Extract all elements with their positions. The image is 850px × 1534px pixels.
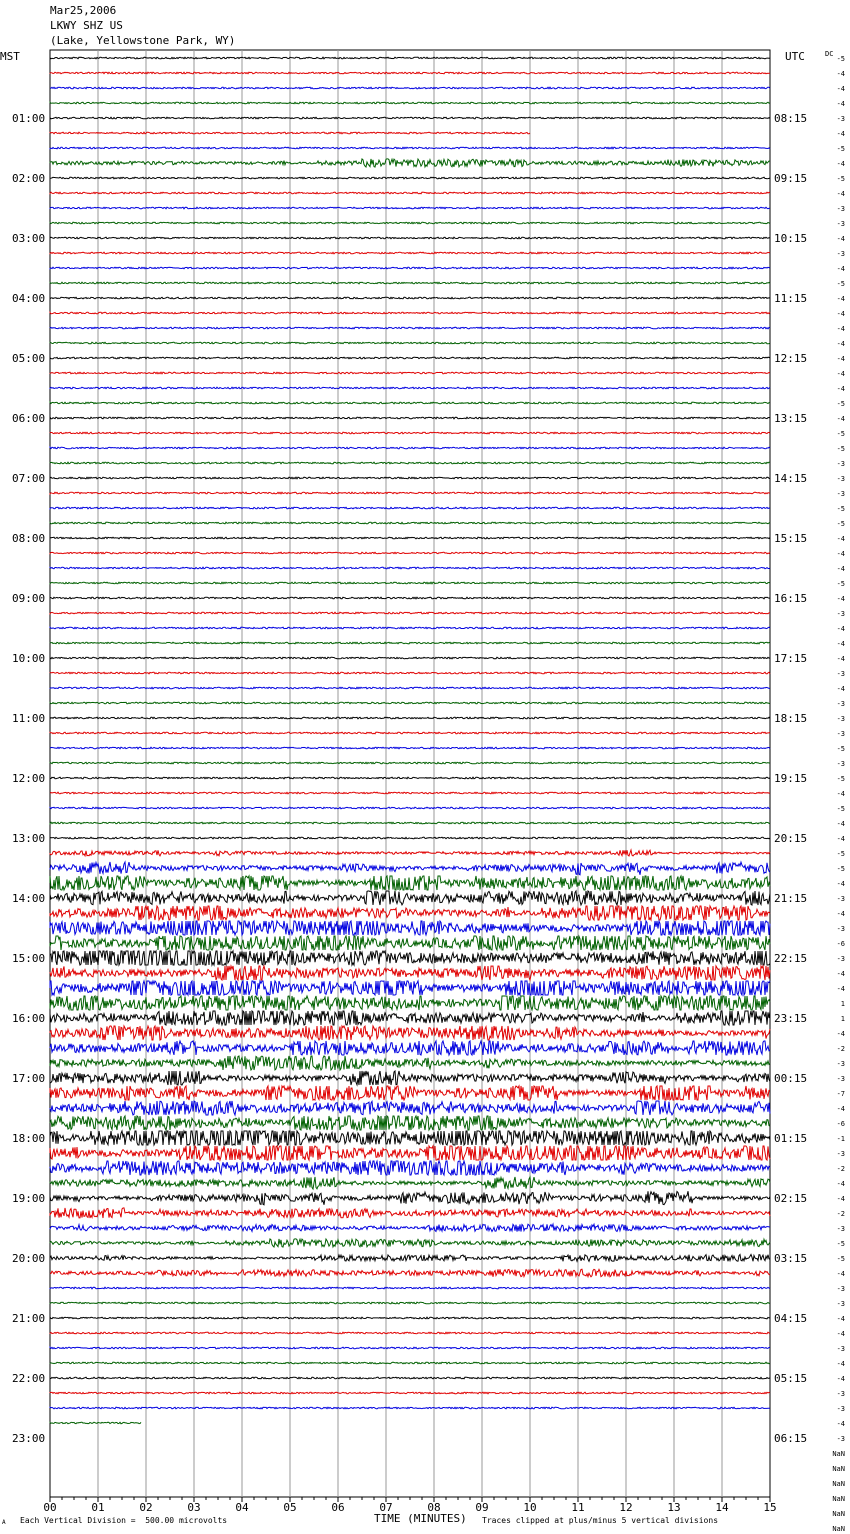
x-tick-label: 08 <box>427 1501 441 1514</box>
trace-line <box>50 951 770 965</box>
header-station: LKWY SHZ US <box>50 19 123 32</box>
trace-line <box>50 1362 770 1364</box>
dc-offset-label: -3 <box>836 610 845 618</box>
trace-line <box>50 87 770 89</box>
header-date: Mar25,2006 <box>50 4 117 17</box>
dc-offset-label: -4 <box>836 190 845 198</box>
dc-offset-label: -5 <box>836 505 845 513</box>
dc-offset-label: -3 <box>836 1390 845 1398</box>
hour-label-utc: 11:15 <box>774 292 808 305</box>
x-tick-label: 00 <box>43 1501 57 1514</box>
dc-offset-label: -5 <box>836 175 845 183</box>
trace-line <box>50 597 770 599</box>
x-tick-label: 14 <box>715 1501 729 1514</box>
dc-offset-label: -5 <box>836 1240 845 1248</box>
trace-line <box>50 1191 770 1205</box>
dc-offset-label: -3 <box>836 895 845 903</box>
dc-label: DC <box>825 50 834 58</box>
traces <box>50 57 770 1534</box>
hour-label-utc: 10:15 <box>774 232 808 245</box>
dc-offset-label: -4 <box>836 565 845 573</box>
hour-label-utc: 14:15 <box>774 472 808 485</box>
dc-offset-label: -4 <box>836 70 845 78</box>
hour-label-mst: 23:00 <box>12 1432 46 1445</box>
dc-offset-label: -2 <box>836 1045 845 1053</box>
trace-line <box>50 936 770 950</box>
trace-line <box>50 522 770 524</box>
trace-line <box>50 717 770 719</box>
dc-offset-label: -4 <box>836 370 845 378</box>
hour-label-mst: 04:00 <box>12 292 46 305</box>
dc-offset-label: -5 <box>836 775 845 783</box>
trace-line <box>50 1224 770 1231</box>
scale-note: Each Vertical Division = 500.00 microvolts <box>20 1516 228 1525</box>
trace-line <box>50 357 770 359</box>
trace-line <box>50 762 770 764</box>
dc-offset-label: -3 <box>836 760 845 768</box>
trace-line <box>50 222 770 224</box>
trace-line <box>50 1208 770 1218</box>
trace-line <box>50 252 770 254</box>
left-timezone-label: MST <box>0 50 20 63</box>
dc-offset-label: -3 <box>836 700 845 708</box>
trace-line <box>50 1377 770 1379</box>
dc-offset-label: -5 <box>836 745 845 753</box>
dc-offset-label: -5 <box>836 805 845 813</box>
x-tick-label: 12 <box>619 1501 633 1514</box>
hour-label-mst: 21:00 <box>12 1312 46 1325</box>
dc-offset-label: -2 <box>836 1210 845 1218</box>
hour-label-utc: 08:15 <box>774 112 808 125</box>
hour-label-mst: 17:00 <box>12 1072 46 1085</box>
trace-line <box>50 1407 770 1409</box>
dc-offset-label: 1 <box>840 1015 845 1023</box>
x-tick-label: 11 <box>571 1501 585 1514</box>
trace-line <box>50 207 770 209</box>
dc-offset-label: -4 <box>836 1180 845 1188</box>
dc-offset-label: -3 <box>836 1060 845 1068</box>
trace-line <box>50 1392 770 1394</box>
trace-line <box>50 492 770 494</box>
trace-line <box>50 1177 770 1189</box>
trace-line <box>50 1056 770 1070</box>
hour-label-utc: 02:15 <box>774 1192 808 1205</box>
trace-line <box>50 567 770 569</box>
dc-offset-label: -4 <box>836 910 845 918</box>
trace-line <box>50 876 770 890</box>
trace-line <box>50 432 770 434</box>
trace-line <box>50 297 770 299</box>
trace-line <box>50 850 770 856</box>
dc-offset-label: -4 <box>836 820 845 828</box>
hour-label-utc: 00:15 <box>774 1072 808 1085</box>
dc-offset-label: -4 <box>836 415 845 423</box>
trace-line <box>50 627 770 629</box>
dc-offset-label: -3 <box>836 1075 845 1083</box>
dc-offset-label: -4 <box>836 550 845 558</box>
dc-offset-label: -4 <box>836 1030 845 1038</box>
hour-label-utc: 06:15 <box>774 1432 808 1445</box>
x-axis-title: TIME (MINUTES) <box>374 1512 467 1525</box>
trace-line <box>50 192 770 194</box>
trace-line <box>50 552 770 554</box>
dc-offset-label: -3 <box>836 475 845 483</box>
trace-line <box>50 1317 770 1319</box>
trace-line <box>50 342 770 344</box>
dc-offset-label: -4 <box>836 385 845 393</box>
dc-offset-label: -4 <box>836 340 845 348</box>
dc-offset-label: -5 <box>836 400 845 408</box>
x-tick-label: 01 <box>91 1501 105 1514</box>
hour-label-utc: 18:15 <box>774 712 808 725</box>
x-tick-label: 03 <box>187 1501 201 1514</box>
trace-line <box>50 612 770 614</box>
trace-line <box>50 1287 770 1289</box>
hour-label-mst: 01:00 <box>12 112 46 125</box>
dc-offset-label: -3 <box>836 205 845 213</box>
trace-line <box>50 1332 770 1334</box>
trace-line <box>50 792 770 794</box>
trace-line <box>50 1302 770 1304</box>
hour-label-utc: 21:15 <box>774 892 808 905</box>
dc-offset-label: -4 <box>836 265 845 273</box>
dc-offset-label: -6 <box>836 940 845 948</box>
hour-label-mst: 14:00 <box>12 892 46 905</box>
trace-line <box>50 702 770 704</box>
x-tick-label: 05 <box>283 1501 297 1514</box>
trace-line <box>50 996 770 1010</box>
x-tick-label: 07 <box>379 1501 393 1514</box>
dc-offset-label: -3 <box>836 1285 845 1293</box>
dc-offset-label: -4 <box>836 985 845 993</box>
trace-line <box>50 1131 770 1145</box>
dc-offset-label: -4 <box>836 1105 845 1113</box>
dc-offset-label: -4 <box>836 790 845 798</box>
dc-offset-label: -1 <box>836 1135 845 1143</box>
hour-label-utc: 05:15 <box>774 1372 808 1385</box>
trace-line <box>50 1146 770 1160</box>
trace-line <box>50 732 770 734</box>
hour-label-utc: 23:15 <box>774 1012 808 1025</box>
dc-offset-label: -3 <box>836 220 845 228</box>
trace-line <box>50 147 770 149</box>
trace-line <box>50 447 770 449</box>
dc-offset-label: NaN <box>832 1480 845 1488</box>
trace-line <box>50 1347 770 1349</box>
dc-offset-label: -4 <box>836 235 845 243</box>
hour-label-mst: 16:00 <box>12 1012 46 1025</box>
trace-line <box>50 372 770 374</box>
trace-line <box>50 642 770 644</box>
corner-mark: A <box>2 1519 6 1526</box>
trace-line <box>50 1011 770 1025</box>
dc-offset-label: -3 <box>836 250 845 258</box>
hour-label-mst: 19:00 <box>12 1192 46 1205</box>
header-location: (Lake, Yellowstone Park, WY) <box>50 34 236 47</box>
trace-line <box>50 687 770 689</box>
x-tick-label: 15 <box>763 1501 777 1514</box>
hour-label-mst: 08:00 <box>12 532 46 545</box>
trace-line <box>50 777 770 779</box>
trace-line <box>50 1161 770 1175</box>
dc-offset-label: -4 <box>836 325 845 333</box>
hour-label-mst: 11:00 <box>12 712 46 725</box>
trace-line <box>50 462 770 464</box>
dc-offset-label: -3 <box>836 115 845 123</box>
dc-offset-label: -4 <box>836 85 845 93</box>
trace-line <box>50 177 770 179</box>
dc-offset-label: -3 <box>836 1225 845 1233</box>
hour-label-mst: 18:00 <box>12 1132 46 1145</box>
trace-line <box>50 159 770 167</box>
dc-offset-label: -5 <box>836 430 845 438</box>
dc-offset-label: -3 <box>836 715 845 723</box>
dc-offset-label: -4 <box>836 295 845 303</box>
trace-line <box>50 966 770 980</box>
trace-line <box>50 387 770 389</box>
trace-line <box>50 1255 770 1262</box>
hour-label-utc: 09:15 <box>774 172 808 185</box>
hour-label-mst: 03:00 <box>12 232 46 245</box>
trace-line <box>50 862 770 875</box>
trace-line <box>50 117 770 119</box>
dc-offset-label: NaN <box>832 1495 845 1503</box>
dc-offset-label: NaN <box>832 1450 845 1458</box>
dc-offset-label: -4 <box>836 595 845 603</box>
dc-offset-label: -3 <box>836 1150 845 1158</box>
trace-line <box>50 1269 770 1277</box>
hour-label-mst: 20:00 <box>12 1252 46 1265</box>
dc-offset-label: -5 <box>836 1255 845 1263</box>
trace-line <box>50 417 770 419</box>
trace-line <box>50 1116 770 1130</box>
dc-offset-label: -3 <box>836 730 845 738</box>
dc-offset-label: -5 <box>836 865 845 873</box>
dc-offset-label: -3 <box>836 1300 845 1308</box>
dc-offset-label: -4 <box>836 625 845 633</box>
hour-label-utc: 15:15 <box>774 532 808 545</box>
hour-label-utc: 19:15 <box>774 772 808 785</box>
dc-offset-label: -6 <box>836 1120 845 1128</box>
dc-offset-label: -3 <box>836 1435 845 1443</box>
trace-line <box>50 807 770 809</box>
hour-label-utc: 13:15 <box>774 412 808 425</box>
trace-line <box>50 672 770 674</box>
row-labels <box>12 55 845 1534</box>
trace-line <box>50 1086 770 1100</box>
trace-line <box>50 1101 770 1115</box>
hour-label-utc: 16:15 <box>774 592 808 605</box>
trace-line <box>50 582 770 584</box>
dc-offset-label: -3 <box>836 490 845 498</box>
hour-label-mst: 02:00 <box>12 172 46 185</box>
dc-offset-label: -4 <box>836 640 845 648</box>
clip-note: Traces clipped at plus/minus 5 vertical divisions <box>482 1516 719 1525</box>
x-tick-label: 02 <box>139 1501 153 1514</box>
dc-offset-label: -4 <box>836 1330 845 1338</box>
dc-offset-label: -7 <box>836 1090 845 1098</box>
hour-label-mst: 09:00 <box>12 592 46 605</box>
dc-offset-label: -3 <box>836 1345 845 1353</box>
hour-label-mst: 06:00 <box>12 412 46 425</box>
dc-offset-label: -4 <box>836 1375 845 1383</box>
trace-line <box>50 822 770 824</box>
x-tick-label: 04 <box>235 1501 249 1514</box>
dc-offset-label: -4 <box>836 685 845 693</box>
trace-line <box>50 1071 770 1085</box>
dc-offset-label: -4 <box>836 310 845 318</box>
trace-line <box>50 237 770 239</box>
trace-line <box>50 1422 141 1424</box>
dc-offset-label: -4 <box>836 880 845 888</box>
trace-line <box>50 327 770 329</box>
dc-offset-label: -4 <box>836 1195 845 1203</box>
dc-offset-label: -4 <box>836 655 845 663</box>
dc-offset-label: NaN <box>832 1525 845 1533</box>
trace-line <box>50 657 770 659</box>
trace-line <box>50 402 770 404</box>
dc-offset-label: 1 <box>840 1000 845 1008</box>
hour-label-utc: 03:15 <box>774 1252 808 1265</box>
dc-offset-label: -2 <box>836 1165 845 1173</box>
dc-offset-label: -5 <box>836 280 845 288</box>
dc-offset-label: NaN <box>832 1465 845 1473</box>
dc-offset-label: -5 <box>836 850 845 858</box>
trace-line <box>50 921 770 935</box>
dc-offset-label: -5 <box>836 580 845 588</box>
hour-label-utc: 22:15 <box>774 952 808 965</box>
dc-offset-label: -4 <box>836 970 845 978</box>
dc-offset-label: -4 <box>836 100 845 108</box>
hour-label-utc: 17:15 <box>774 652 808 665</box>
dc-offset-label: -3 <box>836 955 845 963</box>
dc-offset-label: -5 <box>836 145 845 153</box>
hour-label-mst: 05:00 <box>12 352 46 365</box>
dc-offset-label: -4 <box>836 535 845 543</box>
trace-line <box>50 1041 770 1055</box>
hour-label-mst: 15:00 <box>12 952 46 965</box>
dc-offset-label: -3 <box>836 925 845 933</box>
trace-line <box>50 1026 770 1040</box>
hour-label-mst: 10:00 <box>12 652 46 665</box>
dc-offset-label: -3 <box>836 670 845 678</box>
hour-label-mst: 07:00 <box>12 472 46 485</box>
x-tick-label: 13 <box>667 1501 681 1514</box>
trace-line <box>50 267 770 269</box>
dc-offset-label: NaN <box>832 1510 845 1518</box>
dc-offset-label: -3 <box>836 1405 845 1413</box>
trace-line <box>50 747 770 749</box>
dc-offset-label: -4 <box>836 1270 845 1278</box>
dc-offset-label: -4 <box>836 160 845 168</box>
dc-offset-label: -5 <box>836 445 845 453</box>
dc-offset-label: -5 <box>836 55 845 63</box>
right-timezone-label: UTC <box>785 50 805 63</box>
x-tick-label: 09 <box>475 1501 489 1514</box>
x-tick-label: 06 <box>331 1501 345 1514</box>
trace-line <box>50 891 770 905</box>
trace-line <box>50 102 770 104</box>
dc-offset-label: -4 <box>836 1420 845 1428</box>
hour-label-utc: 04:15 <box>774 1312 808 1325</box>
hour-label-mst: 13:00 <box>12 832 46 845</box>
trace-line <box>50 282 770 284</box>
dc-offset-label: -4 <box>836 835 845 843</box>
dc-offset-label: -3 <box>836 460 845 468</box>
trace-line <box>50 57 770 59</box>
trace-line <box>50 981 770 995</box>
trace-line <box>50 507 770 509</box>
trace-line <box>50 72 770 74</box>
dc-offset-label: -4 <box>836 1360 845 1368</box>
hour-label-utc: 12:15 <box>774 352 808 365</box>
hour-label-utc: 20:15 <box>774 832 808 845</box>
trace-line <box>50 906 770 920</box>
trace-line <box>50 837 770 839</box>
trace-line <box>50 537 770 539</box>
hour-label-mst: 22:00 <box>12 1372 46 1385</box>
dc-offset-label: -4 <box>836 1315 845 1323</box>
dc-offset-label: -4 <box>836 130 845 138</box>
x-tick-label: 10 <box>523 1501 537 1514</box>
trace-line <box>50 312 770 314</box>
hour-label-utc: 01:15 <box>774 1132 808 1145</box>
trace-line <box>50 1239 770 1247</box>
dc-offset-label: -5 <box>836 520 845 528</box>
hour-label-mst: 12:00 <box>12 772 46 785</box>
trace-line <box>50 477 770 479</box>
dc-offset-label: -4 <box>836 355 845 363</box>
